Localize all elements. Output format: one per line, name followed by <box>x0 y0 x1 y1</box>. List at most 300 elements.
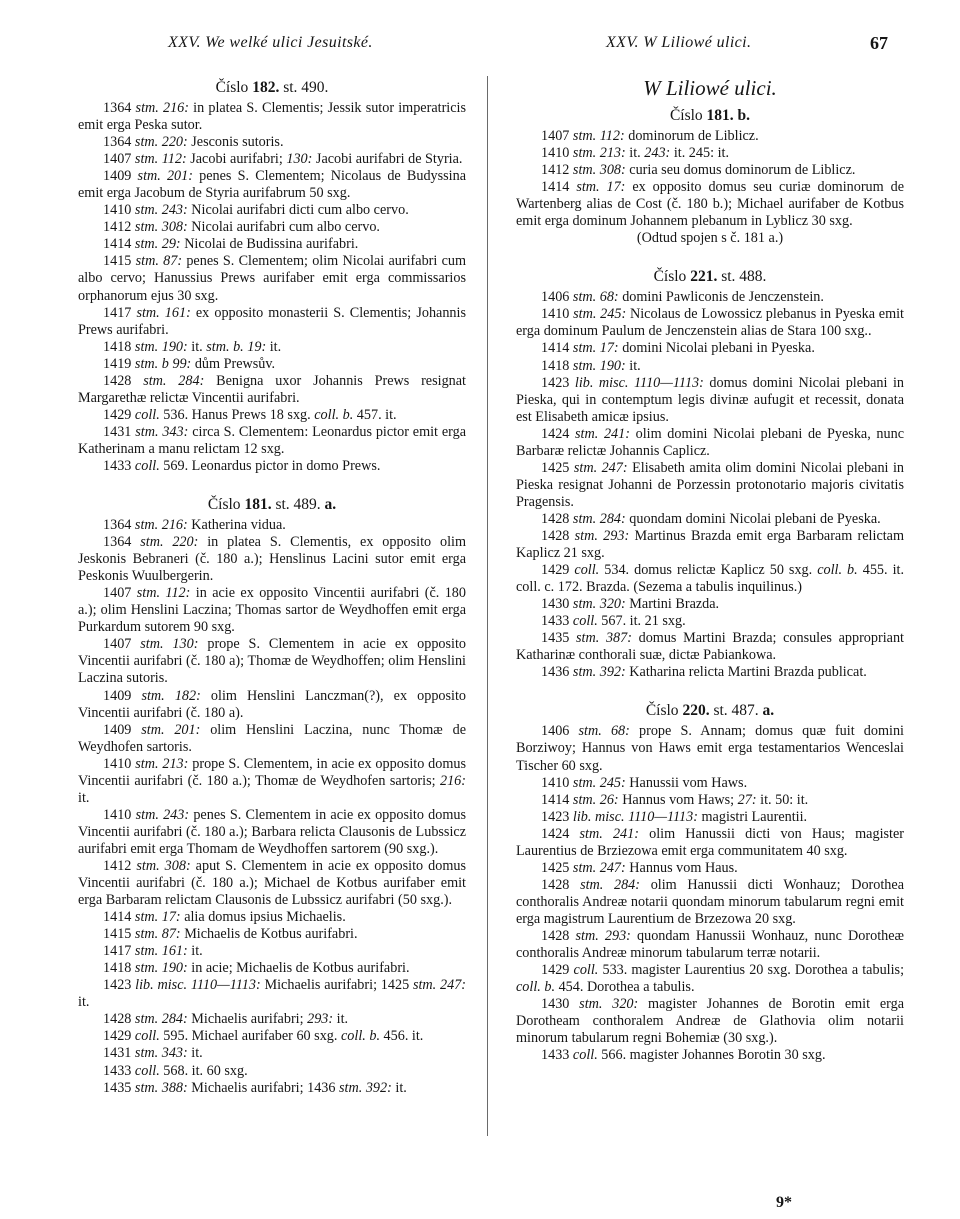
entry-t: 1425 <box>541 459 574 476</box>
entry-r: stm. 213: <box>135 755 189 772</box>
entry-b: Michaelis de Kotbus aurifabri. <box>180 926 358 943</box>
register-entry <box>516 630 904 664</box>
entry-r: stm. 247: <box>573 459 628 476</box>
register-entry <box>516 145 904 162</box>
entry-r: stm. 130: <box>140 636 199 653</box>
entry-b: in platea S. Clementis, ex opposito olim Jeskonis Bebraneri (č. 180 a.); Henslinus Lacini sutor emit erga Peskonis Wuulbergerin. <box>78 534 467 585</box>
register-entry <box>78 688 466 722</box>
entry-t: 1428 <box>541 527 575 544</box>
entry-r: stm. 387: <box>576 630 632 647</box>
entry-b: domus domini Nicolai plebani in Pieska, qui in contemptum legis divinæ aufugit et recessit, donata est Elisabeth amicæ ipsius. <box>516 374 905 425</box>
heading-station: st. 487. <box>713 702 759 720</box>
entry-t: 1429 <box>103 406 135 423</box>
entry-b: Michaelis aurifabri; <box>187 1011 308 1028</box>
register-entry <box>78 100 466 134</box>
entry-b: Hannus vom Haus. <box>625 859 738 876</box>
entry-t: 1407 <box>103 636 141 653</box>
entry-r: stm. 190: <box>134 338 188 355</box>
register-entry <box>78 756 466 807</box>
entry-t: 1428 <box>103 372 144 389</box>
register-entry <box>78 636 466 687</box>
entry-t: 1410 <box>541 774 573 791</box>
entry-t: 1414 <box>541 791 573 808</box>
entry-b: it. <box>187 1045 203 1062</box>
entry-r: lib. misc. 1110—1113: <box>574 374 704 391</box>
entry-b: it. <box>187 943 203 960</box>
entry-r: stm. 216: <box>135 100 189 116</box>
entry-b: magister Johannes de Borotin emit erga Dorotheam conthoralem Andreæ de Glathovia olim notarii minorum tabularum regni Bohemiæ (30 sxg.). <box>516 996 904 1047</box>
entry-r2: coll. b. <box>340 1028 380 1045</box>
entry-r: stm. 161: <box>136 304 191 321</box>
entry-b: dům Prewsův. <box>191 355 276 372</box>
entry-t: 1430 <box>541 996 580 1013</box>
entry-r2: stm. 247: <box>412 977 467 994</box>
entry-r: stm. b 99: <box>134 355 192 372</box>
entry-t: 1429 <box>103 1028 135 1045</box>
entry-r: stm. 343: <box>134 1045 188 1062</box>
entry-b: Nicolaus de Lowossicz plebanus in Pyeska emit erga dominum Paulum de Jenczenstein alias de Stara 100 sxg.. <box>516 306 905 340</box>
heading-label: Číslo <box>653 268 687 286</box>
register-entry <box>516 511 904 528</box>
entry-b: ex opposito domus seu curiæ dominorum de Wartenberg alias de Cost (č. 180 b.); Michael aurifaber de Kotbus emit erga dominum Johannem plebanum in Lyblicz 30 sxg. <box>516 179 905 230</box>
register-entry <box>516 289 904 306</box>
register-entry <box>78 202 466 219</box>
entry-r2: coll. b. <box>817 562 858 579</box>
entry-b: Elisabeth amita olim domini Nicolai plebani in Pieska resignat Johanni de Porzessin protonotario majoris civitatis Pragensis. <box>516 459 905 510</box>
entry-t: 1431 <box>103 423 136 440</box>
entry-b2: 455. it. coll. c. 172. Brazda. (Sezema a tabulis inquilinus.) <box>516 562 905 596</box>
entry-b2: it. 245: it. <box>670 145 730 162</box>
entry-r: coll. <box>574 562 600 579</box>
entry-b: domini Nicolai plebani in Pyeska. <box>618 340 815 357</box>
entry-b2: it. <box>266 338 282 355</box>
register-entry <box>78 807 466 858</box>
section-heading <box>516 265 904 289</box>
entry-b: Michaelis aurifabri; 1436 <box>187 1079 340 1096</box>
entry-t: 1414 <box>103 236 135 253</box>
register-entry <box>78 1045 466 1062</box>
entry-r: stm. 17: <box>572 340 619 357</box>
entry-b: 534. domus relictæ Kaplicz 50 sxg. <box>599 562 818 579</box>
register-entry <box>78 305 466 339</box>
entry-t: 1414 <box>541 179 577 196</box>
entry-t: 1409 <box>103 687 142 704</box>
register-entry <box>516 528 904 562</box>
entry-b2: 457. it. <box>353 406 397 423</box>
entry-t: 1436 <box>541 664 573 681</box>
entry-t: 1429 <box>541 962 574 979</box>
entry-r: stm. 68: <box>578 723 630 740</box>
entry-b2: it. <box>78 789 90 806</box>
entry-t: 1412 <box>541 162 573 179</box>
heading-number: 220. <box>682 702 710 720</box>
entry-r: stm. 68: <box>572 289 619 306</box>
entry-r: coll. <box>572 1047 598 1064</box>
entry-r: stm. 388: <box>134 1079 188 1096</box>
register-entry <box>516 340 904 357</box>
entry-t: 1433 <box>541 613 573 630</box>
entry-b: aput S. Clementem in acie ex opposito domus Vincentii aurifabri (č. 180 a.); Michael de Kotbus aurifaber emit erga Barbaram relictam Clausonis de Lubssicz aurifabri (50 sxg.). <box>78 857 466 909</box>
register-entry <box>78 858 466 909</box>
entry-t: 1433 <box>103 457 135 474</box>
register-entry <box>78 373 466 407</box>
entry-r: stm. 112: <box>134 151 187 168</box>
register-entry <box>78 1080 466 1097</box>
register-entry <box>516 179 904 230</box>
entry-b: Katharina relicta Martini Brazda publicat. <box>625 664 867 681</box>
entry-r: stm. 284: <box>143 372 205 389</box>
entry-r: stm. 245: <box>573 306 627 323</box>
entry-r: stm. 201: <box>141 721 201 738</box>
heading-suffix: a. <box>324 496 337 514</box>
entry-b: it. <box>625 357 641 374</box>
entry-b2: 454. Dorothea a tabulis. <box>555 979 695 996</box>
entry-r2: 293: <box>307 1011 334 1028</box>
entry-r: stm. 216: <box>134 517 188 534</box>
entry-r2: stm. b. 19: <box>206 338 267 355</box>
entry-b: penes S. Clementem in acie ex opposito domus Vincentii aurifabri (č. 180 a.); Barbara relicta Clausonis de Lubssicz aurifabri emit erga Thomam de Weydhoffen sartorem (90 sxg.). <box>78 806 467 857</box>
entry-t: 1414 <box>541 340 573 357</box>
entry-b: Nicolai aurifabri cum albo cervo. <box>187 219 380 236</box>
entry-r: stm. 17: <box>134 909 181 926</box>
signature-mark: 9* <box>776 1194 792 1211</box>
heading-label: Číslo <box>215 79 249 96</box>
entry-r: stm. 284: <box>572 510 626 527</box>
register-entry <box>516 426 904 460</box>
entry-b2: 456. it. <box>380 1028 424 1045</box>
heading-station: st. 488. <box>721 268 767 286</box>
entry-t: 1364 <box>103 100 136 116</box>
entry-t: 1407 <box>103 585 137 602</box>
entry-r: stm. 293: <box>575 927 631 944</box>
left-column <box>78 76 466 1097</box>
entry-b2: Jacobi aurifabri de Styria. <box>312 151 463 168</box>
column-divider <box>487 76 488 1136</box>
register-entry <box>78 339 466 356</box>
running-head-right: XXV. W Liliowé ulici. <box>606 34 752 51</box>
entry-b2: it. <box>333 1011 349 1028</box>
entry-b: Jacobi aurifabri; <box>186 151 287 168</box>
heading-label: Číslo <box>669 107 703 124</box>
entry-r: stm. 161: <box>134 943 188 960</box>
entry-b: olim domini Nicolai plebani de Pyeska, nunc Barbaræ relictæ Johannis Caplicz. <box>516 425 904 459</box>
entry-r: stm. 112: <box>136 585 191 602</box>
entry-r: stm. 293: <box>574 527 630 544</box>
entry-t: 1412 <box>103 857 137 874</box>
register-entry <box>516 162 904 179</box>
entry-t: 1415 <box>103 253 136 270</box>
entry-b: penes S. Clementem; olim Nicolai aurifabri cum albo cervo; Hanussius Prews aurifaber emit erga commissarios orphanorum ejus 30 sxg. <box>78 253 467 304</box>
entry-r: stm. 87: <box>135 253 183 270</box>
entry-r: stm. 343: <box>135 423 189 440</box>
entry-t: 1417 <box>103 943 135 960</box>
entry-t: 1423 <box>541 808 573 825</box>
heading-number: 181. <box>244 496 272 514</box>
register-entry <box>516 613 904 630</box>
entry-t: 1429 <box>541 562 575 579</box>
register-entry <box>516 775 904 792</box>
entry-b2: it. <box>78 994 90 1011</box>
running-header <box>76 34 888 58</box>
register-entry <box>78 236 466 253</box>
entry-b: Michaelis aurifabri; 1425 <box>260 977 413 994</box>
entry-r: stm. 201: <box>137 168 193 185</box>
entry-b: Hanussii vom Haws. <box>625 774 748 791</box>
entry-r: stm. 241: <box>575 425 630 442</box>
section-heading <box>78 493 466 517</box>
entry-r: stm. 392: <box>572 664 626 681</box>
entry-r: stm. 26: <box>572 791 619 808</box>
entry-r: stm. 182: <box>141 687 201 704</box>
entry-b: circa S. Clementem: Leonardus pictor emit erga Katherinam a manu relictam 12 sxg. <box>78 423 467 457</box>
entry-r: stm. 245: <box>572 774 626 791</box>
entry-b2: it. <box>391 1079 407 1096</box>
entry-b: domini Pawliconis de Jenczenstein. <box>618 289 824 306</box>
entry-r2: stm. 392: <box>339 1079 392 1096</box>
entry-b: 533. magister Laurentius 20 sxg. Dorothea a tabulis; <box>598 962 905 979</box>
entry-t: 1428 <box>103 1011 135 1028</box>
entry-b: curia seu domus dominorum de Liblicz. <box>625 162 856 179</box>
entry-b2: it. 50: it. <box>756 791 809 808</box>
entry-r: coll. <box>134 1062 160 1079</box>
entry-r: stm. 190: <box>134 960 188 977</box>
heading-label: Číslo <box>207 496 241 514</box>
entry-r: coll. <box>134 457 160 474</box>
register-entry <box>516 1047 904 1064</box>
entry-b: ex opposito monasterii S. Clementis; Johannis Prews aurifabri. <box>78 304 466 338</box>
entry-t: 1407 <box>541 128 573 144</box>
register-entry <box>78 1063 466 1080</box>
heading-label: Číslo <box>645 702 679 720</box>
entry-r: stm. 29: <box>134 236 181 253</box>
section-heading <box>516 104 904 128</box>
entry-t: 1428 <box>541 927 576 944</box>
entry-r2: coll. b. <box>314 406 354 423</box>
entry-b: Jesconis sutoris. <box>187 134 284 151</box>
register-entry <box>78 534 466 585</box>
entry-t: 1410 <box>103 755 136 772</box>
register-entry <box>78 1011 466 1028</box>
entry-t: 1406 <box>541 723 579 740</box>
entry-t: 1425 <box>541 859 573 876</box>
entry-r: coll. <box>572 613 598 630</box>
entry-b: in acie ex opposito Vincentii aurifabri (č. 180 a.); olim Henslini Laczina; Thomas sartor de Weydhoffen emit erga Purkardum sutorem 90 sxg. <box>78 585 466 636</box>
entry-b: alia domus ipsius Michaelis. <box>180 909 346 926</box>
register-entry <box>516 306 904 340</box>
entry-b: Hannus vom Haws; <box>618 791 738 808</box>
entry-b: it. <box>625 145 645 162</box>
register-entry <box>78 458 466 475</box>
register-entry <box>78 407 466 424</box>
entry-t: 1423 <box>103 977 136 994</box>
entry-b: olim Hanussii dicti Wonhauz; Dorothea conthoralis Andreæ notarii quondam minorum tabularum regni emit erga magistrum Laurentium de Brzezowa 20 sxg. <box>516 876 905 927</box>
entry-t: 1407 <box>103 151 135 168</box>
entry-t: 1417 <box>103 304 137 321</box>
entry-b: quondam domini Nicolai plebani de Pyeska. <box>625 510 881 527</box>
heading-suffix: a. <box>762 702 775 720</box>
entry-r: stm. 241: <box>579 825 639 842</box>
entry-t: 1412 <box>103 219 135 236</box>
entry-b: prope S. Clementem, in acie ex opposito domus Vincentii aurifabri (č. 180 a.); Thomæ de Weydhofen sartoris; <box>78 755 467 789</box>
register-entry <box>516 809 904 826</box>
entry-b: in platea S. Clementis; Jessik sutor imperatricis emit erga Peska sutor. <box>78 100 466 134</box>
section-heading <box>516 699 904 723</box>
entry-r: coll. <box>134 1028 160 1045</box>
entry-r: coll. <box>573 962 599 979</box>
entry-t: 1430 <box>541 596 573 613</box>
entry-t: 1428 <box>541 876 581 893</box>
register-entry <box>78 424 466 458</box>
entry-b: Martini Brazda. <box>625 596 720 613</box>
entry-b: 536. Hanus Prews 18 sxg. <box>159 406 315 423</box>
entry-t: 1435 <box>103 1079 135 1096</box>
entry-t: 1364 <box>103 517 135 534</box>
register-entry <box>516 375 904 426</box>
register-entry <box>78 943 466 960</box>
right-column <box>516 104 904 1064</box>
entry-b: Martinus Brazda emit erga Barbaram relictam Kaplicz 21 sxg. <box>516 527 905 562</box>
entry-t: 1414 <box>103 909 135 926</box>
entry-r: stm. 308: <box>136 857 191 874</box>
register-entry <box>516 928 904 962</box>
entry-t: 1364 <box>103 134 135 151</box>
entry-r2: 130: <box>286 151 313 168</box>
entry-t: 1433 <box>541 1047 573 1064</box>
entry-t: 1435 <box>541 630 577 647</box>
register-entry <box>78 253 466 304</box>
entry-b: prope S. Annam; domus quæ fuit domini Borziwoy; Hannus von Haws emit erga testamentarios Wenceslai Tischer 60 sxg. <box>516 723 904 774</box>
entry-b: magistri Laurentii. <box>697 808 808 825</box>
entry-b: domus Martini Brazda; consules appropriant Katharinæ conthorali suæ, dictæ Pabiankowa. <box>516 630 904 664</box>
page-number: 67 <box>870 33 888 53</box>
entry-r: stm. 112: <box>572 128 625 144</box>
entry-r2: 243: <box>644 145 671 162</box>
heading-number: 221. <box>690 268 718 286</box>
entry-t: 1410 <box>541 145 573 162</box>
entry-r2: 27: <box>737 791 757 808</box>
entry-b: it. <box>187 338 207 355</box>
entry-b: Nicolai de Budissina aurifabri. <box>180 236 359 253</box>
register-entry <box>516 877 904 928</box>
entry-t: 1406 <box>541 289 573 306</box>
register-entry <box>78 585 466 636</box>
entry-t: 1428 <box>541 510 573 527</box>
entry-r: stm. 308: <box>134 219 188 236</box>
entry-r: coll. <box>134 406 160 423</box>
entry-r: stm. 243: <box>134 202 188 219</box>
register-entry <box>516 723 904 774</box>
entry-r: stm. 87: <box>134 926 181 943</box>
entry-t: 1433 <box>103 1062 135 1079</box>
entry-b: dominorum de Liblicz. <box>624 128 759 144</box>
street-title: W Liliowé ulici. <box>643 76 777 100</box>
entry-t: 1424 <box>541 825 580 842</box>
entry-t: 1431 <box>103 1045 135 1062</box>
entry-t: 1424 <box>541 425 576 442</box>
entry-b: 566. magister Johannes Borotin 30 sxg. <box>597 1047 826 1064</box>
entry-r: stm. 243: <box>135 806 190 823</box>
register-entry <box>78 926 466 943</box>
entry-b: in acie; Michaelis de Kotbus aurifabri. <box>187 960 410 977</box>
entry-b: olim Hanussii dicti von Haus; magister Laurentius de Brziezowa emit erga communitatem 40 sxg. <box>516 825 904 859</box>
entry-b: Katherina vidua. <box>187 517 286 534</box>
entry-t: 1419 <box>103 355 135 372</box>
entry-t: 1418 <box>103 960 135 977</box>
entry-r: stm. 190: <box>572 357 626 374</box>
entry-r2: 216: <box>439 772 466 789</box>
register-entry <box>516 962 904 996</box>
heading-number: 182. <box>252 79 280 96</box>
entry-b: prope S. Clementem in acie ex opposito Vincentii aurifabri (č. 180 a); Thomæ de Weydhoffen; olim Henslini Laczina sutoris. <box>78 636 467 687</box>
register-entry <box>78 134 466 151</box>
register-entry <box>516 358 904 375</box>
entry-b: olim Henslini Lanczman(?), ex opposito Vincentii aurifabri (č. 180 a). <box>78 687 466 721</box>
register-entry <box>78 1028 466 1045</box>
entry-r: stm. 320: <box>572 596 626 613</box>
register-entry <box>78 168 466 202</box>
entry-t: 1415 <box>103 926 135 943</box>
running-head-left: XXV. We welké ulici Jesuitské. <box>168 34 373 51</box>
entry-b: Nicolai aurifabri dicti cum albo cervo. <box>187 202 409 219</box>
register-entry <box>78 151 466 168</box>
entry-r: lib. misc. 1110—1113: <box>135 977 261 994</box>
entry-b: 569. Leonardus pictor in domo Prews. <box>159 457 381 474</box>
entry-r: stm. 320: <box>579 996 639 1013</box>
entry-t: 1418 <box>103 338 135 355</box>
entry-r: stm. 220: <box>140 534 199 551</box>
register-entry <box>516 460 904 511</box>
heading-station: st. 489. <box>275 496 321 514</box>
entry-b: 567. it. 21 sxg. <box>597 613 686 630</box>
register-entry <box>516 562 904 596</box>
entry-r: stm. 247: <box>572 859 626 876</box>
register-entry <box>78 960 466 977</box>
register-entry <box>516 128 904 145</box>
section-heading <box>78 76 466 100</box>
entry-t: 1410 <box>541 306 574 323</box>
register-entry <box>78 977 466 1011</box>
entry-t: 1418 <box>541 357 573 374</box>
entry-t: 1410 <box>103 202 135 219</box>
entry-t: 1409 <box>103 168 138 185</box>
entry-r: stm. 213: <box>572 145 626 162</box>
register-entry <box>516 996 904 1047</box>
entry-r2: coll. b. <box>516 979 556 996</box>
register-entry <box>78 356 466 373</box>
register-entry <box>516 860 904 877</box>
entry-t: 1410 <box>103 806 136 823</box>
register-entry <box>516 792 904 809</box>
entry-b: Benigna uxor Johannis Prews resignat Margarethæ relictæ Vincentii aurifabri. <box>78 372 466 406</box>
entry-r: stm. 17: <box>576 179 626 196</box>
entry-r: stm. 284: <box>134 1011 188 1028</box>
register-entry <box>516 596 904 613</box>
register-entry <box>78 517 466 534</box>
entry-b: 568. it. 60 sxg. <box>159 1062 248 1079</box>
register-entry <box>78 219 466 236</box>
heading-number: 181. <box>706 107 734 124</box>
heading-suffix: b. <box>737 107 751 124</box>
register-entry <box>516 664 904 681</box>
entry-t: 1423 <box>541 374 575 391</box>
register-entry <box>78 722 466 756</box>
entry-b: quondam Hanussii Wonhauz, nunc Dorotheæ conthoralis Andreæ minorum tabularum terræ notarii. <box>516 927 904 962</box>
entry-t: 1409 <box>103 721 142 738</box>
entry-b: 595. Michael aurifaber 60 sxg. <box>159 1028 341 1045</box>
section-note: (Odtud spojen s č. 181 a.) <box>636 230 784 247</box>
entry-r: lib. misc. 1110—1113: <box>572 808 698 825</box>
heading-station: st. 490. <box>283 79 329 96</box>
